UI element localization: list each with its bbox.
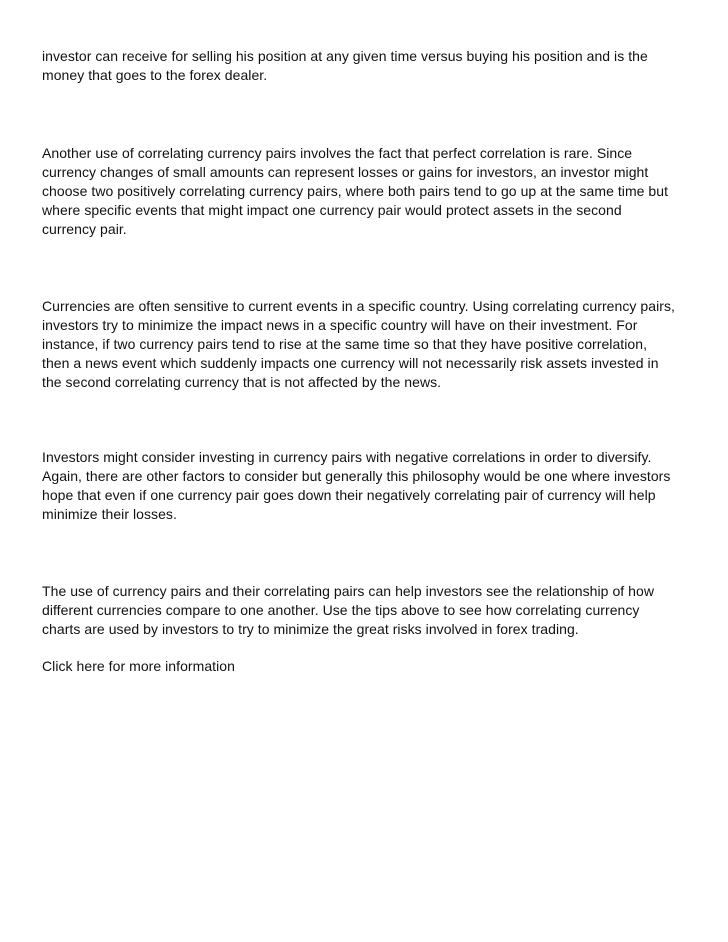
text-line: different currencies compare to one another. Use the tips above to see how correlating currency bbox=[42, 602, 640, 618]
text-line: where specific events that might impact one currency pair would protect assets in the second bbox=[42, 202, 622, 218]
paragraph-perfect-correlation bbox=[42, 144, 692, 239]
paragraph-negative-correlation bbox=[42, 448, 692, 524]
text-line: Again, there are other factors to consider but generally this philosophy would be one where investors bbox=[42, 468, 671, 484]
text-line: the second correlating currency that is not affected by the news. bbox=[42, 374, 442, 390]
text-line: currency pair. bbox=[42, 221, 127, 237]
paragraph-dealer-spread bbox=[42, 47, 692, 85]
text-line: hope that even if one currency pair goes down their negatively correlating pair of currency will help bbox=[42, 487, 656, 503]
text-line: money that goes to the forex dealer. bbox=[42, 67, 268, 83]
text-line: charts are used by investors to try to minimize the great risks involved in forex trading. bbox=[42, 621, 579, 637]
text-line: choose two positively correlating currency pairs, where both pairs tend to go up at the same time but bbox=[42, 183, 669, 199]
text-line: Another use of correlating currency pairs involves the fact that perfect correlation is rare. Since bbox=[42, 145, 633, 161]
text-line: Investors might consider investing in currency pairs with negative correlations in order to diversify. bbox=[42, 449, 652, 465]
text-line: The use of currency pairs and their correlating pairs can help investors see the relationship of how bbox=[42, 583, 654, 599]
more-info-link[interactable]: Click here for more information bbox=[42, 658, 235, 674]
text-line: Currencies are often sensitive to current events in a specific country. Using correlating currency pairs, bbox=[42, 298, 675, 314]
more-info-paragraph bbox=[42, 657, 692, 676]
text-line: instance, if two currency pairs tend to rise at the same time so that they have positive correlation, bbox=[42, 336, 648, 352]
text-line: investor can receive for selling his position at any given time versus buying his position and is the bbox=[42, 48, 648, 64]
text-line: then a news event which suddenly impacts one currency will not necessarily risk assets invested in bbox=[42, 355, 659, 371]
text-line: investors try to minimize the impact news in a specific country will have on their investment. For bbox=[42, 317, 638, 333]
paragraph-conclusion bbox=[42, 582, 692, 639]
paragraph-current-events bbox=[42, 297, 692, 392]
text-line: minimize their losses. bbox=[42, 506, 177, 522]
text-line: currency changes of small amounts can represent losses or gains for investors, an investor might bbox=[42, 164, 649, 180]
